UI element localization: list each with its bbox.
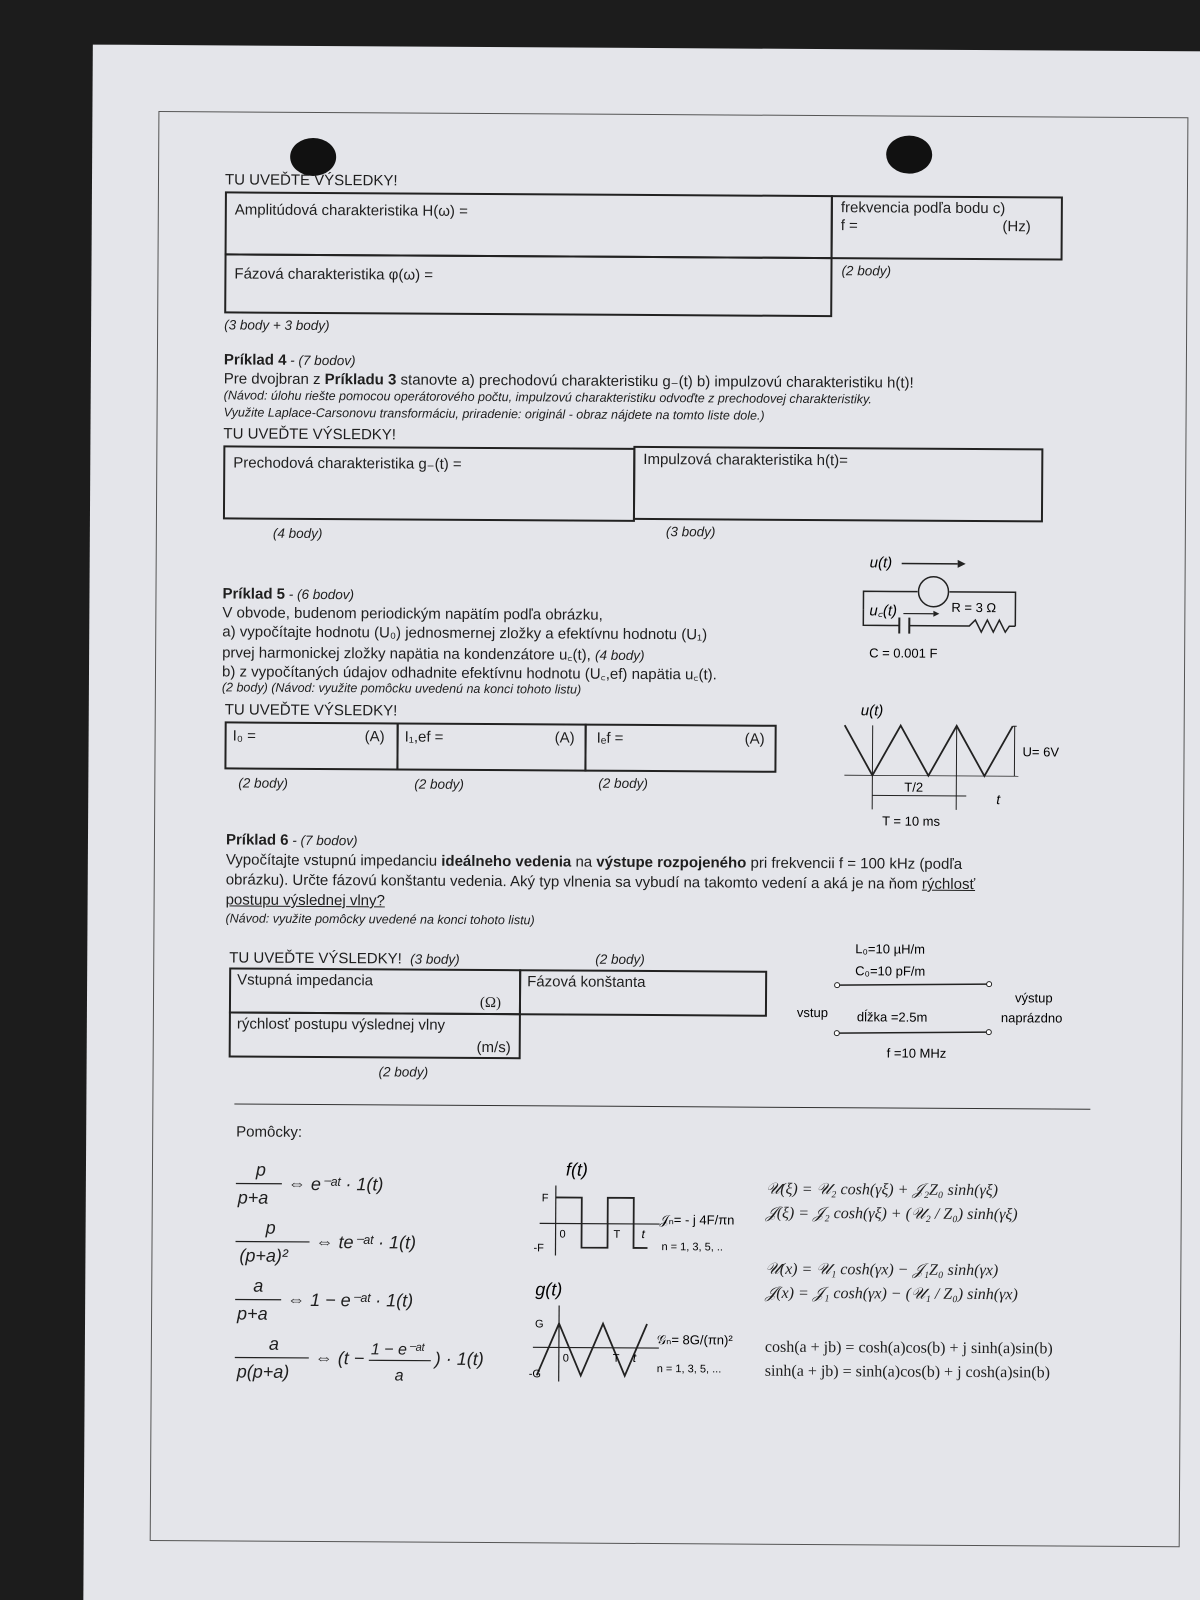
wave-baseline: [844, 775, 1018, 776]
line-input-label: vstup: [796, 1004, 829, 1021]
laplace-3-den: p+a: [237, 1303, 268, 1324]
square-minus-F: -F: [533, 1242, 544, 1255]
p6-results-header: [229, 949, 460, 967]
p4-title: Príklad 4: [223, 351, 287, 369]
p5-answer-i1ef[interactable]: [396, 722, 586, 771]
triangle-G: G: [534, 1318, 544, 1331]
laplace-2-den: (p+a)²: [239, 1245, 289, 1266]
triangle-zero: 0: [562, 1352, 569, 1365]
arrow-head: [958, 560, 966, 568]
eq-2: 𝒥(ξ) = 𝒥₂ cosh(γξ) + (𝒰₂ / Z₀) sinh(γξ): [765, 1204, 1018, 1224]
punch-hole-right: [886, 135, 932, 173]
p5-ief-unit: (A): [744, 730, 765, 748]
transmission-line-figure: [793, 939, 1094, 1071]
input-impedance-box[interactable]: [229, 967, 521, 1015]
laplace-4-arrow: ⇔ (t −: [314, 1347, 365, 1369]
eq-6: sinh(a + jb) = sinh(a)cos(b) + j cosh(a)sin(b): [764, 1362, 1051, 1382]
p6-line2-a: obrázku). Určte fázovú konštantu vedenia. Aký typ vlnenia sa vybudí na takomto vedení a aká je na ňom: [225, 871, 923, 893]
p6-line1-c: na: [571, 853, 597, 871]
capacitor-label: C = 0.001 F: [869, 645, 938, 661]
p6-line2-b: rýchlosť: [921, 875, 976, 893]
p5-ief-label: Iₑf =: [596, 729, 624, 747]
top-points: (3 body + 3 body): [224, 317, 330, 334]
p6-line1-b: ideálneho vedenia: [441, 852, 572, 871]
triangle-t: t: [632, 1350, 637, 1365]
half-period-label: T/2: [904, 779, 924, 795]
impulse-points: (3 body): [665, 524, 716, 540]
laplace-4-orig-end: ) · 1(t): [434, 1348, 484, 1370]
amplitude-answer-box[interactable]: [225, 191, 833, 259]
square-F: F: [541, 1192, 549, 1205]
p6-line1-a: Vypočítajte vstupnú impedanciu: [225, 851, 442, 870]
laplace-3-orig: ⇔ 1 − e⁻ᵃᵗ · 1(t): [287, 1289, 414, 1311]
p5-ief-points: (2 body): [598, 775, 648, 791]
line-lower-conductor: [837, 1031, 989, 1034]
frequency-unit: (Hz): [1002, 218, 1031, 236]
line-upper-conductor: [837, 983, 989, 986]
p5-title-line: [222, 585, 354, 603]
terminal-out-bottom: [986, 1030, 991, 1035]
circuit-uc-label: u꜀(t): [869, 602, 898, 620]
laplace-1-num: p: [255, 1159, 267, 1180]
p5-line1: V obvode, budenom periodickým napätím podľa obrázku,: [222, 604, 603, 624]
p5-i1ef-label: I₁,ef =: [404, 728, 444, 746]
triangle-aid-wave: [537, 1323, 647, 1376]
voltage-source-icon: [918, 577, 948, 607]
p5-answer-ief[interactable]: [584, 724, 776, 773]
wave-speed-unit: (m/s): [476, 1038, 511, 1057]
top-results-header: TU UVEĎTE VÝSLEDKY!: [224, 171, 398, 190]
p5-i1ef-points: (2 body): [414, 776, 464, 792]
line-capacitance-label: C₀=10 pF/m: [855, 963, 926, 979]
p5-line2: a) vypočítajte hodnotu (U₀) jednosmernej zložky a efektívnu hodnotu (U₁): [222, 623, 708, 644]
eq-4: 𝒥(x) = 𝒥₁ cosh(γx) − (𝒰₁ / Z₀) sinh(γx): [765, 1284, 1018, 1304]
impulse-response-box[interactable]: [633, 446, 1043, 523]
p6-points-2: (2 body): [595, 951, 645, 967]
p5-points: - (6 bodov): [284, 586, 355, 603]
p4-hint2: Využite Laplace-Carsonovu transformáciu, priradenie: originál - obraz nájdete na tomto liste dole.): [223, 405, 765, 423]
p5-title: Príklad 5: [222, 585, 286, 603]
phase-label: Fázová charakteristika φ(ω) =: [234, 265, 434, 284]
laplace-2-orig: ⇔ te⁻ᵃᵗ · 1(t): [315, 1231, 417, 1253]
step-response-label: Prechodová charakteristika g₋(t) =: [233, 454, 462, 473]
laplace-4-num: a: [268, 1333, 279, 1354]
step-response-box[interactable]: [223, 445, 635, 522]
line-frequency-label: f =10 MHz: [886, 1045, 947, 1061]
line-open-label: naprázdno: [1000, 1010, 1063, 1026]
p4-line1-b: Príkladu 3: [324, 371, 397, 389]
square-zero: 0: [559, 1228, 566, 1241]
laplace-4-inner-den: a: [394, 1367, 404, 1385]
frequency-answer-box[interactable]: [831, 195, 1063, 260]
wave-u-label: u(t): [860, 702, 884, 720]
square-wave: [555, 1197, 647, 1248]
p6-points: - (7 bodov): [288, 832, 358, 849]
rc-circuit-figure: [849, 549, 1090, 690]
input-impedance-label: Vstupná impedancia: [237, 971, 374, 990]
square-wave-figure: [529, 1155, 760, 1266]
p4-line1-c: stanovte a) prechodovú charakteristiku g₋(t) b) impulzovú charakteristiku h(t)!: [396, 371, 914, 392]
triangle-n: n = 1, 3, 5, ...: [656, 1363, 722, 1376]
aids-title: Pomôcky:: [236, 1123, 303, 1141]
period-label: T = 10 ms: [882, 813, 941, 829]
laplace-4-den: p(p+a): [236, 1361, 290, 1382]
square-coef: 𝒥ₙ= - j 4F/πn: [659, 1212, 735, 1228]
p4-title-line: [224, 351, 356, 369]
p6-line1-e: pri frekvencii f = 100 kHz (podľa: [746, 854, 963, 873]
square-n: n = 1, 3, 5, ..: [661, 1241, 724, 1254]
laplace-3-num: a: [253, 1275, 264, 1296]
wave-speed-label: rýchlosť postupu výslednej vlny: [236, 1015, 446, 1034]
uc-arrow-head: [933, 611, 939, 617]
triangle-T: T: [612, 1352, 620, 1365]
line-inductance-label: L₀=10 µH/m: [855, 941, 925, 957]
phase-constant-label: Fázová konštanta: [527, 973, 646, 991]
impulse-response-label: Impulzová charakteristika h(t)=: [643, 450, 849, 470]
phase-answer-box[interactable]: [224, 253, 832, 317]
wave-marker-2: [956, 726, 957, 810]
half-period-line: [872, 795, 966, 796]
p4-results-header: TU UVEĎTE VÝSLEDKY!: [223, 425, 397, 444]
triangle-coef: 𝒢ₙ= 8G/(πn)²: [656, 1332, 733, 1348]
p5-i0-label: I₀ =: [232, 727, 256, 745]
input-impedance-unit: (Ω): [479, 994, 502, 1012]
square-t: t: [641, 1226, 645, 1241]
p6-points-1: (3 body): [410, 951, 460, 967]
terminal-in-bottom: [834, 1031, 839, 1036]
eq-1: 𝒰(ξ) = 𝒰₂ cosh(γξ) + 𝒥₂Z₀ sinh(γξ): [765, 1180, 999, 1200]
frequency-symbol: f =: [840, 217, 858, 235]
laplace-2-num: p: [265, 1217, 276, 1238]
resistor-label: R = 3 Ω: [951, 599, 997, 616]
p6-hint: (Návod: využite pomôcky uvedené na konci tohoto listu): [225, 911, 535, 928]
p4-points: - (7 bodov): [286, 352, 356, 369]
line-length-label: dĺžka =2.5m: [856, 1009, 928, 1025]
square-wave-label: f(t): [565, 1159, 589, 1180]
p4-line1-a: Pre dvojbran z: [223, 370, 325, 389]
triangle-minus-G: -G: [528, 1368, 541, 1381]
p5-answer-i0[interactable]: [224, 721, 398, 770]
square-x-axis: [540, 1223, 660, 1224]
frequency-points: (2 body): [841, 263, 892, 279]
p5-i1ef-unit: (A): [554, 729, 575, 747]
p4-hint1: (Návod: úlohu riešte pomocou operátorového počtu, impulzovú charakteristiku odvoďte z prechodovej charakteristiky.: [223, 388, 872, 407]
p6-line3: postupu výslednej vlny?: [225, 891, 385, 910]
laplace-1-orig: ⇔ e⁻ᵃᵗ · 1(t): [287, 1173, 384, 1195]
terminal-in-top: [835, 983, 840, 988]
triangle-aid-figure: [529, 1279, 760, 1390]
wave-marker-1: [872, 725, 873, 809]
amplitude-label: U= 6V: [1022, 744, 1060, 760]
wave-speed-box[interactable]: [229, 1011, 521, 1059]
p5-results-header: TU UVEĎTE VÝSLEDKY!: [224, 701, 398, 720]
frequency-label: frekvencia podľa bodu c): [840, 199, 1006, 218]
p5-i0-unit: (A): [364, 728, 385, 746]
terminal-out-top: [987, 982, 992, 987]
triangle-x-axis: [533, 1347, 659, 1348]
laplace-table: [225, 1153, 527, 1405]
punch-hole-left: [290, 138, 336, 176]
time-axis-label: t: [996, 791, 1001, 808]
p5-i0-points: (2 body): [238, 775, 288, 791]
square-T: T: [613, 1228, 621, 1241]
p6-results-title: TU UVEĎTE VÝSLEDKY!: [229, 949, 402, 968]
laplace-1-den: p+a: [237, 1187, 269, 1208]
p5-line3-text: prvej harmonickej zložky napätia na kondenzátore u꜀(t),: [222, 644, 591, 664]
eq-5: cosh(a + jb) = cosh(a)cos(b) + j sinh(a)sin(b): [764, 1338, 1053, 1358]
p6-line1-d: výstupe rozpojeného: [596, 853, 747, 872]
exam-sheet: [83, 45, 1200, 1600]
wave-speed-points: (2 body): [378, 1064, 429, 1080]
circuit-u-label: u(t): [869, 554, 893, 572]
phase-constant-box[interactable]: [519, 969, 767, 1017]
p6-title: Príklad 6: [225, 831, 289, 849]
line-output-label: výstup: [1014, 990, 1053, 1006]
laplace-4-inner-num: 1 − e⁻ᵃᵗ: [370, 1341, 425, 1359]
step-points: (4 body): [272, 525, 323, 542]
eq-3: 𝒰(x) = 𝒰₁ cosh(γx) − 𝒥₁Z₀ sinh(γx): [765, 1260, 999, 1280]
p5-line5: (2 body) (Návod: využite pomôcku uvedenú na konci tohoto listu): [221, 680, 582, 697]
amplitude-label: Amplitúdová charakteristika H(ω) =: [234, 201, 468, 220]
triangle-wave: [844, 725, 1012, 776]
p5-line4: b) z vypočítaných údajov odhadnite efektívnu hodnotu (U꜀,ef) napätia u꜀(t).: [221, 663, 717, 684]
p5-line3-points: (4 body): [594, 647, 645, 663]
triangle-aid-label: g(t): [535, 1279, 563, 1300]
triangle-wave-figure: [840, 699, 1101, 831]
p6-title-line: [226, 831, 358, 849]
